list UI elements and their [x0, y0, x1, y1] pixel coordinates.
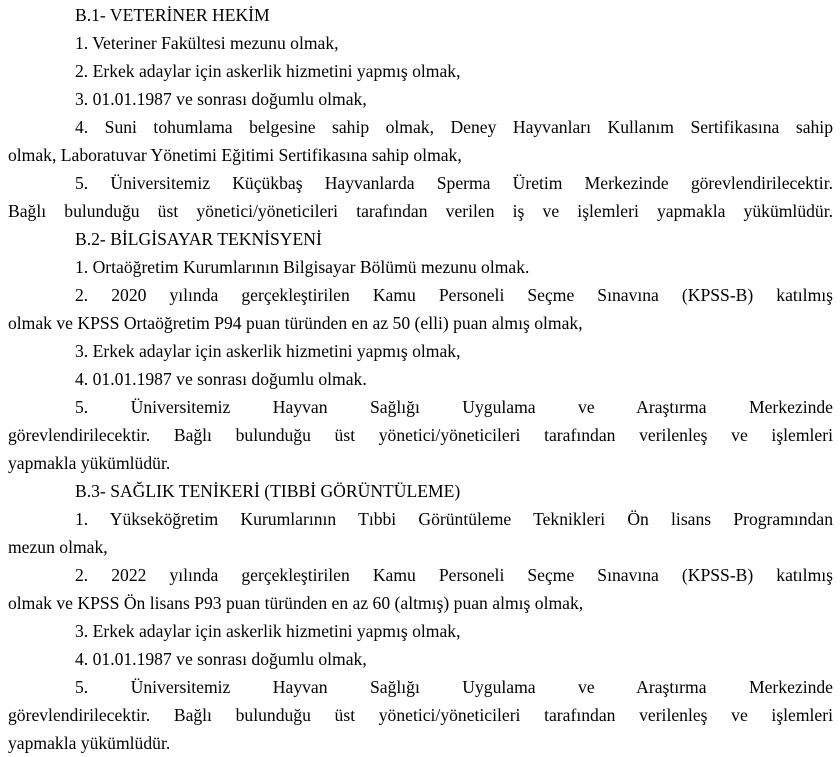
- b1-item-5-line-2: Bağlı bulunduğu üst yönetici/yöneticileri tarafından verilen iş ve işlemleri yapmakla yükümlüdür.: [8, 201, 833, 221]
- b1-item-1: 1. Veteriner Fakültesi mezunu olmak,: [75, 33, 339, 53]
- b1-item-4-line-1: 4. Suni tohumlama belgesine sahip olmak, Deney Hayvanları Kullanım Sertifikasına sahip: [75, 117, 833, 137]
- b2-item-4: 4. 01.01.1987 ve sonrası doğumlu olmak.: [75, 369, 367, 389]
- b3-item-5-line-3: yapmakla yükümlüdür.: [8, 733, 171, 753]
- b2-item-3: 3. Erkek adaylar için askerlik hizmetini yapmış olmak,: [75, 341, 461, 361]
- section-heading-b2: B.2- BİLGİSAYAR TEKNİSYENİ: [75, 229, 322, 249]
- b1-item-3: 3. 01.01.1987 ve sonrası doğumlu olmak,: [75, 89, 367, 109]
- b3-item-1-line-1: 1. Yükseköğretim Kurumlarının Tıbbi Görüntüleme Teknikleri Ön lisans Programından: [75, 509, 833, 529]
- b3-item-2-line-1: 2. 2022 yılında gerçekleştirilen Kamu Personeli Seçme Sınavına (KPSS-B) katılmış: [75, 565, 833, 585]
- section-heading-b3: B.3- SAĞLIK TENİKERİ (TIBBİ GÖRÜNTÜLEME): [75, 481, 461, 501]
- section-heading-b1: B.1- VETERİNER HEKİM: [75, 5, 270, 25]
- b1-item-5-line-1: 5. Üniversitemiz Küçükbaş Hayvanlarda Sperma Üretim Merkezinde görevlendirilecektir.: [75, 173, 833, 193]
- b3-item-4: 4. 01.01.1987 ve sonrası doğumlu olmak,: [75, 649, 367, 669]
- b2-item-5-line-3: yapmakla yükümlüdür.: [8, 453, 171, 473]
- b2-item-2-line-2: olmak ve KPSS Ortaöğretim P94 puan türünden en az 50 (elli) puan almış olmak,: [8, 313, 583, 333]
- b2-item-5-line-1: 5. Üniversitemiz Hayvan Sağlığı Uygulama ve Araştırma Merkezinde: [75, 397, 833, 417]
- b3-item-3: 3. Erkek adaylar için askerlik hizmetini yapmış olmak,: [75, 621, 461, 641]
- b1-item-4-line-2: olmak, Laboratuvar Yönetimi Eğitimi Sertifikasına sahip olmak,: [8, 145, 462, 165]
- b2-item-5-line-2: görevlendirilecektir. Bağlı bulunduğu üst yönetici/yöneticileri tarafından verilenleş ve işlemleri: [8, 425, 833, 445]
- b3-item-5-line-1: 5. Üniversitemiz Hayvan Sağlığı Uygulama ve Araştırma Merkezinde: [75, 677, 833, 697]
- b3-item-1-line-2: mezun olmak,: [8, 537, 108, 557]
- b2-item-2-line-1: 2. 2020 yılında gerçekleştirilen Kamu Personeli Seçme Sınavına (KPSS-B) katılmış: [75, 285, 833, 305]
- b3-item-2-line-2: olmak ve KPSS Ön lisans P93 puan türünden en az 60 (altmış) puan almış olmak,: [8, 593, 584, 613]
- b1-item-2: 2. Erkek adaylar için askerlik hizmetini yapmış olmak,: [75, 61, 461, 81]
- b2-item-1: 1. Ortaöğretim Kurumlarının Bilgisayar Bölümü mezunu olmak.: [75, 257, 530, 277]
- b3-item-5-line-2: görevlendirilecektir. Bağlı bulunduğu üst yönetici/yöneticileri tarafından verilenleş ve işlemleri: [8, 705, 833, 725]
